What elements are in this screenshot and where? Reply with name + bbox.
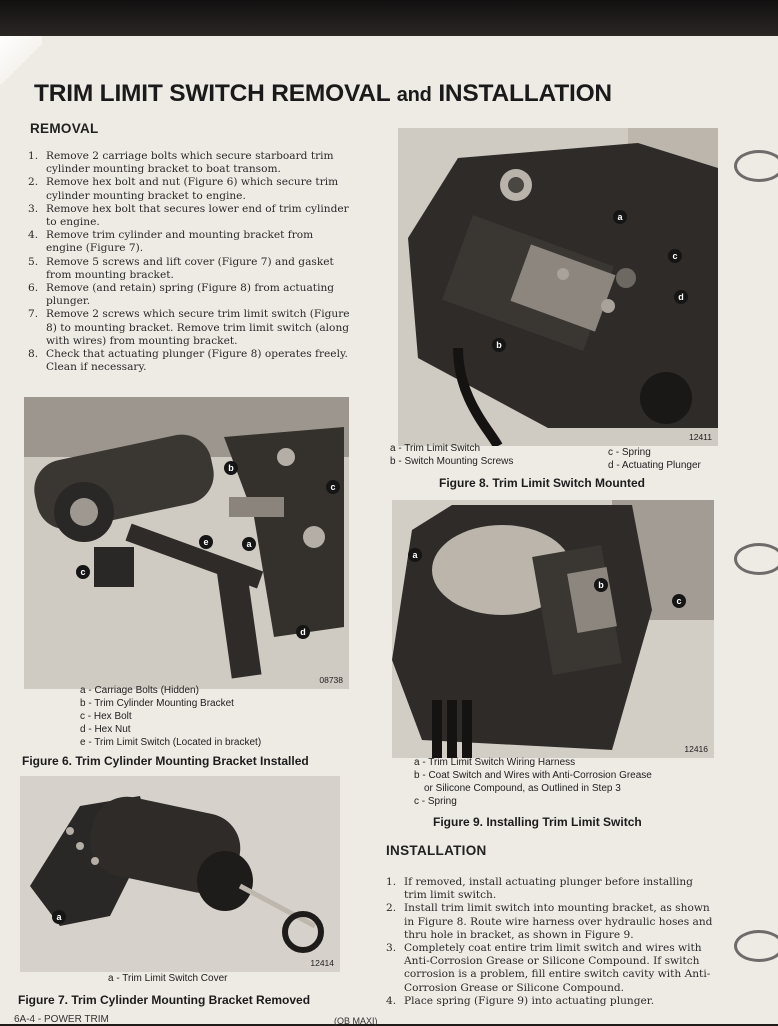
callout-c: c <box>326 480 340 494</box>
installation-steps <box>384 876 714 1008</box>
figure-7-photo <box>20 776 340 972</box>
callout-c: c <box>668 249 682 263</box>
figure-6-illustration <box>24 397 349 689</box>
removal-step: 4. Remove trim cylinder and mounting bracket from engine (Figure 7). <box>28 229 314 255</box>
figure-9-caption: Figure 9. Installing Trim Limit Switch <box>433 815 642 829</box>
callout-e: e <box>199 535 213 549</box>
figure-7-caption: Figure 7. Trim Cylinder Mounting Bracket Removed <box>18 993 311 1007</box>
figure-6-caption: Figure 6. Trim Cylinder Mounting Bracket Installed <box>22 754 309 768</box>
removal-step: 6. Remove (and retain) spring (Figure 8) from actuating plunger. <box>28 282 335 308</box>
callout-b: b <box>224 461 238 475</box>
figure-6-number: 08738 <box>319 675 343 685</box>
callout-b: b <box>492 338 506 352</box>
installation-step: 2. Install trim limit switch into mounting bracket, as shown in Figure 8. Route wire harness over hydraulic hoses and thru hole in bracket, as shown in Figure 9. <box>386 902 713 941</box>
figure-9-number: 12416 <box>684 744 708 754</box>
installation-step: 1. If removed, install actuating plunger before installing trim limit switch. <box>386 876 693 902</box>
removal-step: 1. Remove 2 carriage bolts which secure starboard trim cylinder mounting bracket to boat transom. <box>28 150 334 176</box>
page-title <box>34 80 612 108</box>
title-main: TRIM LIMIT SWITCH REMOVAL <box>34 80 391 107</box>
page-footer-center: (OB MAXI) <box>334 1016 378 1026</box>
figure-6-photo <box>24 397 349 689</box>
removal-step: 5. Remove 5 screws and lift cover (Figure 7) and gasket from mounting bracket. <box>28 255 334 281</box>
figure-8-photo <box>398 128 718 446</box>
removal-step: 2. Remove hex bolt and nut (Figure 6) which secure trim cylinder mounting bracket to engine. <box>28 176 339 202</box>
binder-ring-top <box>734 150 778 182</box>
callout-b: b <box>594 578 608 592</box>
callout-d: d <box>674 290 688 304</box>
page-footer: 6A-4 - POWER TRIM <box>14 1014 109 1025</box>
callout-a: a <box>613 210 627 224</box>
removal-step: 7. Remove 2 screws which secure trim limit switch (Figure 8) to mounting bracket. Remove trim limit switch (along with wires) from mounting bracket. <box>28 308 350 347</box>
binder-ring-bottom <box>734 930 778 962</box>
page-top-shadow <box>0 0 778 40</box>
callout-c: c <box>76 565 90 579</box>
removal-heading: REMOVAL <box>30 121 99 136</box>
removal-step: 8. Check that actuating plunger (Figure 8) operates freely. Clean if necessary. <box>28 348 348 374</box>
callout-a: a <box>242 537 256 551</box>
removal-step: 3. Remove hex bolt that secures lower end of trim cylinder to engine. <box>28 202 349 229</box>
installation-step: 4. Place spring (Figure 9) into actuating plunger. <box>386 994 655 1007</box>
figure-8-illustration <box>398 128 718 446</box>
removal-steps <box>26 150 351 374</box>
figure-8-legend-left: a - Trim Limit Switch b - Switch Mounting Screws <box>390 443 514 467</box>
figure-6-legend: a - Carriage Bolts (Hidden) b - Trim Cylinder Mounting Bracket c - Hex Bolt d - Hex Nut e - Trim Limit Switch (Located in bracket) <box>80 685 262 748</box>
callout-a: a <box>408 548 422 562</box>
figure-9-illustration <box>392 500 714 758</box>
figure-8-caption: Figure 8. Trim Limit Switch Mounted <box>439 476 646 490</box>
title-end: INSTALLATION <box>438 80 612 107</box>
page-curl <box>0 36 42 84</box>
figure-7-number: 12414 <box>310 958 334 968</box>
callout-a: a <box>52 910 66 924</box>
figure-7-illustration <box>20 776 340 972</box>
callout-d: d <box>296 625 310 639</box>
title-and: and <box>396 84 432 106</box>
binder-ring-middle <box>734 543 778 575</box>
installation-step: 3. Completely coat entire trim limit switch and wires with Anti-Corrosion Grease or Silicone Compound. If switch corrosion is a problem, fill entire switch cavity with Anti-Corrosion Grease or Silicone Compound. <box>386 942 711 994</box>
installation-heading: INSTALLATION <box>386 843 487 858</box>
figure-8-legend-right: c - Spring d - Actuating Plunger <box>608 447 701 471</box>
figure-9-photo <box>392 500 714 758</box>
figure-7-legend: a - Trim Limit Switch Cover <box>108 973 228 984</box>
figure-8-number: 12411 <box>688 432 712 442</box>
figure-9-legend: a - Trim Limit Switch Wiring Harness b - Coat Switch and Wires with Anti-Corrosion Grease or Silicone Compound, as Outlined in Step 3 c - Spring <box>414 757 652 807</box>
callout-c: c <box>672 594 686 608</box>
